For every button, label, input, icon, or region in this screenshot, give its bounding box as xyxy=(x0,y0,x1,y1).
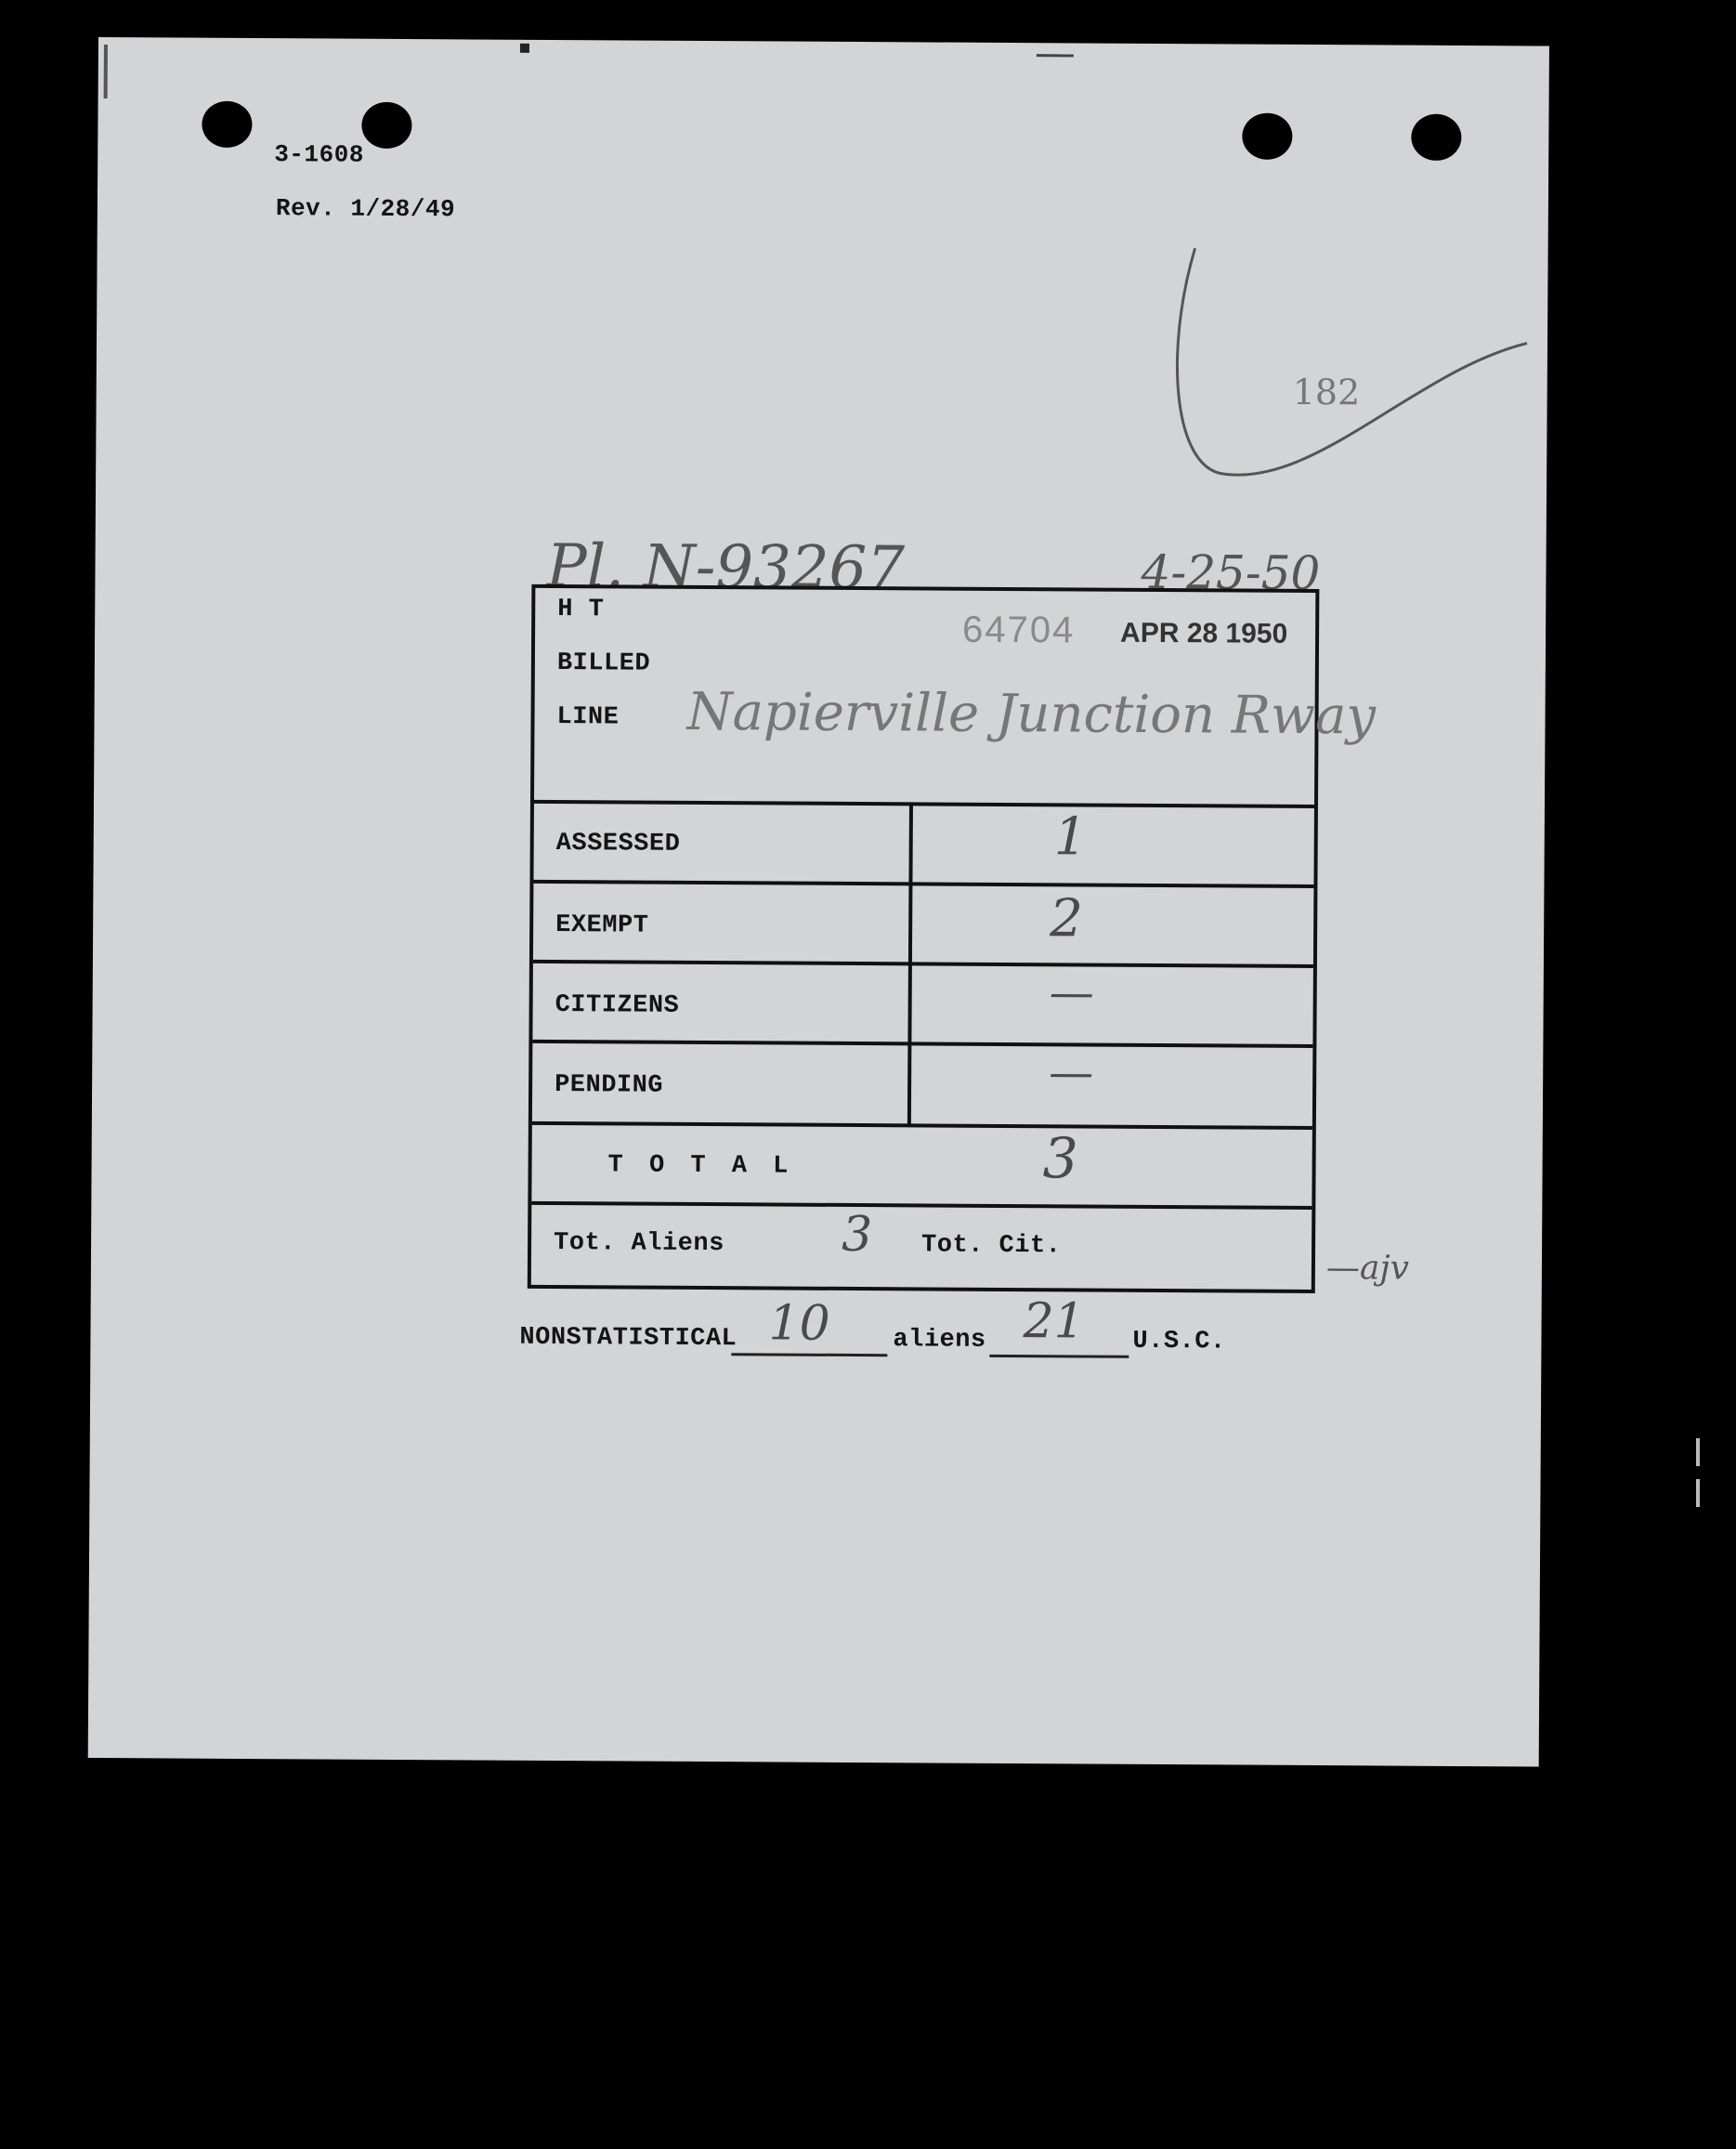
nonstatistical-label: NONSTATISTICAL xyxy=(519,1323,737,1354)
total-label: T O T A L xyxy=(607,1151,794,1181)
document-page xyxy=(88,37,1549,1767)
divider xyxy=(531,1201,1312,1210)
exempt-value: 2 xyxy=(1050,888,1084,950)
nonstatistical-aliens-value: 10 xyxy=(768,1295,830,1352)
punch-hole xyxy=(1411,114,1461,161)
underline xyxy=(731,1353,887,1356)
citizens-value: — xyxy=(1049,966,1094,1019)
scan-speck xyxy=(104,45,108,98)
ht-label: H T xyxy=(557,596,605,624)
tot-cit-label: Tot. Cit. xyxy=(920,1231,1062,1261)
pending-value: — xyxy=(1049,1046,1094,1099)
pending-label: PENDING xyxy=(555,1071,664,1100)
line-value: Napierville Junction Rway xyxy=(686,681,1377,747)
scan-speck xyxy=(1696,1479,1700,1507)
stamp-number: 64704 xyxy=(961,609,1076,651)
citizens-label: CITIZENS xyxy=(555,991,680,1020)
form-number: 3-1608 xyxy=(274,140,364,169)
page-number: 182 xyxy=(1292,371,1361,413)
divider xyxy=(532,1121,1312,1130)
punch-hole xyxy=(1242,113,1292,160)
divider xyxy=(532,1040,1312,1048)
tot-aliens-value: 3 xyxy=(841,1206,873,1264)
divider xyxy=(533,960,1313,968)
assessed-label: ASSESSED xyxy=(555,830,681,858)
nonstatistical-aliens-label: aliens xyxy=(893,1326,986,1355)
file-reference: Pl. N-93267 xyxy=(546,531,906,604)
divider xyxy=(534,800,1314,808)
nonstatistical-usc-label: U.S.C. xyxy=(1132,1327,1226,1356)
exempt-label: EXEMPT xyxy=(555,911,649,940)
assessed-value: 1 xyxy=(1053,806,1088,868)
initials: —ajv xyxy=(1325,1249,1410,1288)
tot-aliens-label: Tot. Aliens xyxy=(553,1229,724,1259)
total-value: 3 xyxy=(1042,1126,1079,1192)
scan-speck xyxy=(1037,54,1074,57)
stamp-date: APR 28 1950 xyxy=(1120,617,1288,649)
nonstatistical-usc-value: 21 xyxy=(1023,1293,1085,1350)
scan-speck xyxy=(520,44,529,53)
billed-label: BILLED xyxy=(556,649,651,678)
line-label: LINE xyxy=(556,703,620,732)
punch-hole xyxy=(202,101,252,148)
annotation-date: 4-25-50 xyxy=(1141,544,1321,601)
form-revision: Rev. 1/28/49 xyxy=(275,194,456,224)
scan-speck xyxy=(1696,1438,1700,1466)
underline xyxy=(989,1355,1129,1358)
divider xyxy=(533,880,1313,888)
punch-hole xyxy=(361,102,411,149)
